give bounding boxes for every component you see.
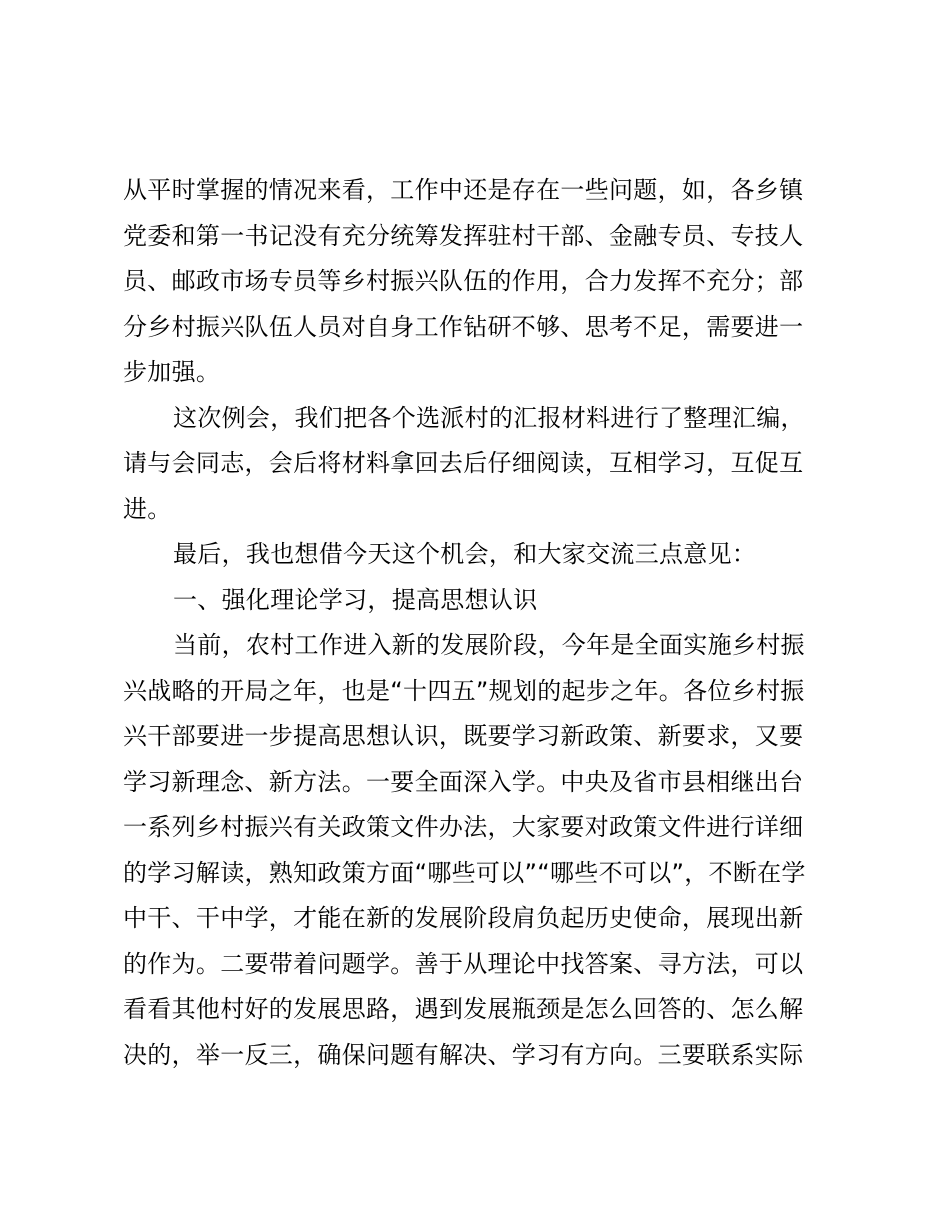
- text-line: 最后，我也想借今天这个机会，和大家交流三点意见：: [173, 540, 757, 568]
- text-line: 兴干部要进一步提高思想认识，既要学习新政策、新要求，又要: [123, 722, 804, 750]
- text-line: 兴战略的开局之年，也是“十四五”规划的起步之年。各位乡村振: [123, 676, 805, 705]
- text-line: 请与会同志，会后将材料拿回去后仔细阅读，互相学习，互促互: [123, 449, 804, 477]
- text-line: 看看其他村好的发展思路，遇到发展瓶颈是怎么回答的、怎么解: [123, 995, 804, 1023]
- text-line: 步加强。: [123, 358, 221, 386]
- text-line: 员、邮政市场专员等乡村振兴队伍的作用，合力发挥不充分；部: [123, 267, 804, 295]
- text-line: 的学习解读，熟知政策方面“哪些可以”“哪些不可以”，不断在学: [123, 858, 806, 887]
- text-line: 分乡村振兴队伍人员对自身工作钻研不够、思考不足，需要进一: [123, 312, 804, 341]
- text-line: 的作为。二要带着问题学。善于从理论中找答案、寻方法，可以: [123, 949, 804, 978]
- text-line: 学习新理念、新方法。一要全面深入学。中央及省市县相继出台: [123, 767, 804, 796]
- text-line: 进。: [123, 494, 172, 523]
- text-line: 中干、干中学，才能在新的发展阶段肩负起历史使命，展现出新: [123, 904, 804, 932]
- text-line: 一系列乡村振兴有关政策文件办法，大家要对政策文件进行详细: [123, 813, 804, 841]
- text-line: 这次例会，我们把各个选派村的汇报材料进行了整理汇编，: [173, 403, 805, 432]
- section-heading: 一、强化理论学习，提高思想认识: [173, 585, 538, 614]
- document-body: [123, 168, 823, 1078]
- text-line: 党委和第一书记没有充分统筹发挥驻村干部、金融专员、专技人: [123, 221, 804, 250]
- text-line: 当前，农村工作进入新的发展阶段，今年是全面实施乡村振: [173, 631, 805, 659]
- text-line: 决的，举一反三，确保问题有解决、学习有方向。三要联系实际: [123, 1040, 804, 1069]
- text-line: 从平时掌握的情况来看，工作中还是存在一些问题，如，各乡镇: [123, 176, 804, 204]
